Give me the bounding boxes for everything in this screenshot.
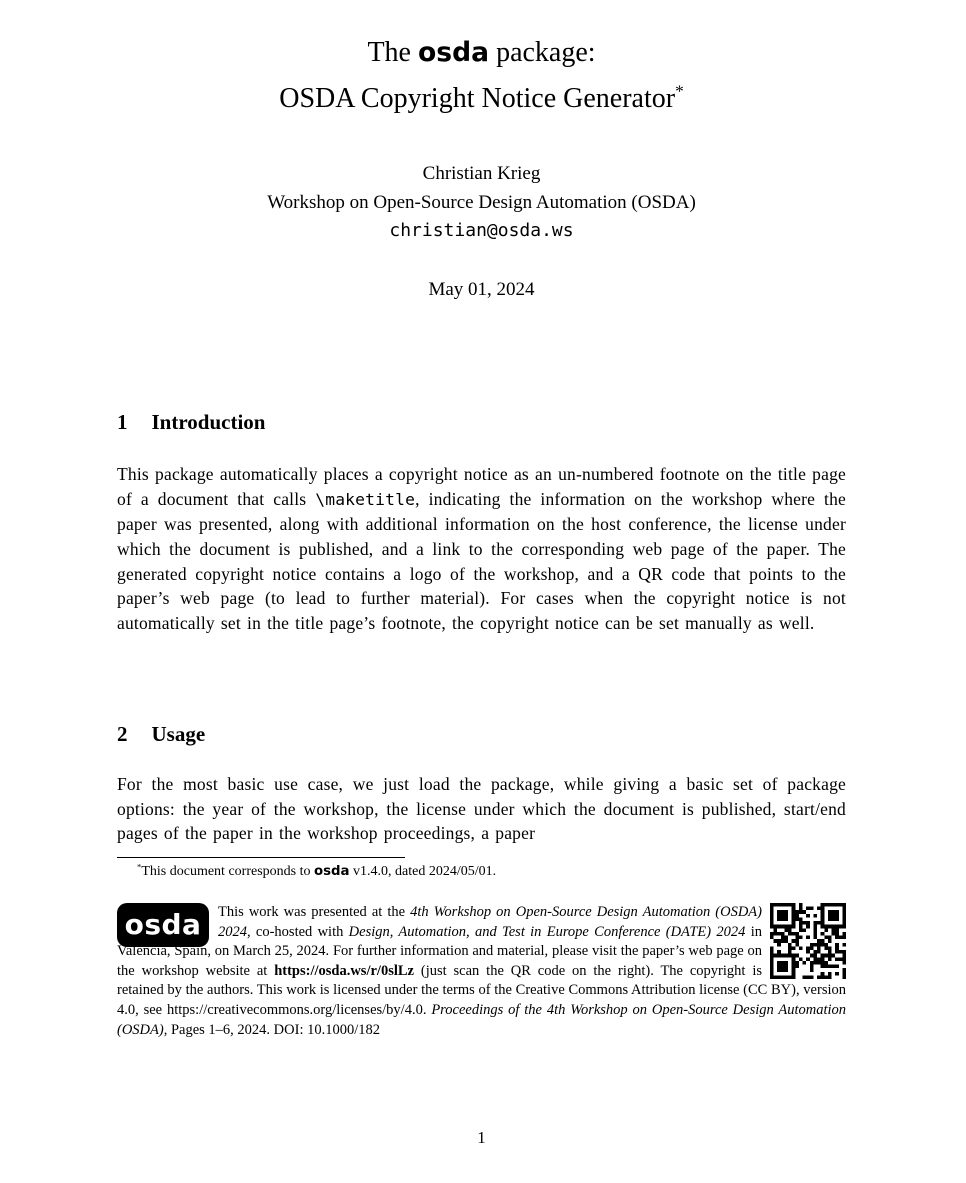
author-block bbox=[117, 160, 846, 246]
section-number: 1 bbox=[117, 410, 128, 434]
proceedings-emphasis: Proceedings of the 4th Workshop on Open-Source Design Automation (OSDA) bbox=[117, 1001, 847, 1038]
page-number: 1 bbox=[477, 1128, 486, 1147]
footnote-rule bbox=[117, 857, 405, 858]
intro-text-run: This package automatically places a copyright notice as an un-numbered footnote on the title page of a document that calls bbox=[117, 464, 846, 509]
conference-name-emphasis: Design, Automation, and Test in Europe Conference (DATE) 2024 bbox=[348, 923, 746, 940]
cc-license-link[interactable]: https://creativecommons.org/licenses/by/4.0 bbox=[166, 1001, 423, 1018]
osda-logo-text: osda bbox=[124, 908, 202, 942]
title-pre: The bbox=[367, 37, 418, 68]
section-heading-usage bbox=[117, 722, 846, 747]
author-name: Christian Krieg bbox=[422, 163, 541, 184]
copyright-text-run: in Valencia, Spain, on March 25, 2024. For further information and material, please visit the paper’s web page on the workshop website at bbox=[117, 923, 762, 979]
title-subtitle: OSDA Copyright Notice Generator bbox=[279, 83, 676, 114]
section-title: Introduction bbox=[151, 410, 266, 434]
title-footnote-marker: * bbox=[675, 81, 684, 101]
package-name: osda bbox=[417, 37, 490, 68]
author-affiliation: Workshop on Open-Source Design Automation (OSDA) bbox=[267, 191, 696, 213]
qr-code bbox=[762, 903, 846, 979]
footnote-package-name: osda bbox=[313, 864, 350, 879]
document-date: May 01, 2024 bbox=[428, 279, 535, 300]
footnote-text-run: v1.4.0, dated 2024/05/01. bbox=[349, 864, 497, 879]
osda-logo-wrapper bbox=[117, 903, 218, 941]
copyright-text-run: , Pages 1–6, 2024. DOI: 10.1000/182 bbox=[163, 1021, 381, 1038]
footnote-marker: * bbox=[137, 861, 142, 872]
osda-logo bbox=[117, 903, 209, 947]
copyright-text-run: . bbox=[422, 1001, 432, 1018]
copyright-text-run: This work was presented at the bbox=[218, 904, 411, 920]
section-heading-introduction bbox=[117, 410, 846, 435]
intro-text-run: , indicating the information on the workshop where the paper was presented, along with additional information on the host conference, the license under which the document is published, and a link to the corresponding web page of the paper. The generated copyright notice contains a logo of the workshop, and a QR code that points to the paper’s web page (to lead to further material). For cases when the copyright notice is not automatically set in the title page’s footnote, the copyright notice can be set manually as well. bbox=[117, 488, 846, 633]
section-title: Usage bbox=[151, 722, 206, 746]
usage-paragraph: For the most basic use case, we just load the package, while giving a basic set of package options: the year of the workshop, the license under which the document is published, start/end pages of the paper in the workshop proceedings, a paper bbox=[117, 774, 846, 844]
title-footnote bbox=[117, 862, 846, 881]
author-email[interactable]: christian@osda.ws bbox=[389, 220, 574, 241]
title-line-2 bbox=[117, 76, 846, 122]
title-block bbox=[117, 30, 846, 122]
copyright-text-run: (just scan the QR code on the right). The copyright is retained by the authors. This work is licensed under the terms of the Creative Commons Attribution license (CC BY), version 4.0, see bbox=[117, 962, 846, 1018]
workshop-name-emphasis: 4th Workshop on Open-Source Design Automation (OSDA) 2024 bbox=[218, 904, 762, 940]
copyright-text-run: , co-hosted with bbox=[247, 923, 349, 940]
title-post: package: bbox=[489, 37, 596, 68]
title-line-1 bbox=[117, 30, 846, 76]
copyright-notice bbox=[117, 903, 846, 1040]
introduction-paragraph bbox=[117, 462, 846, 636]
footnote-text-run: This document corresponds to bbox=[141, 864, 314, 879]
section-number: 2 bbox=[117, 722, 128, 746]
maketitle-code: \maketitle bbox=[315, 489, 416, 509]
text-column bbox=[117, 0, 846, 1183]
paper-web-page-link[interactable]: https://osda.ws/r/0slLz bbox=[274, 962, 414, 979]
